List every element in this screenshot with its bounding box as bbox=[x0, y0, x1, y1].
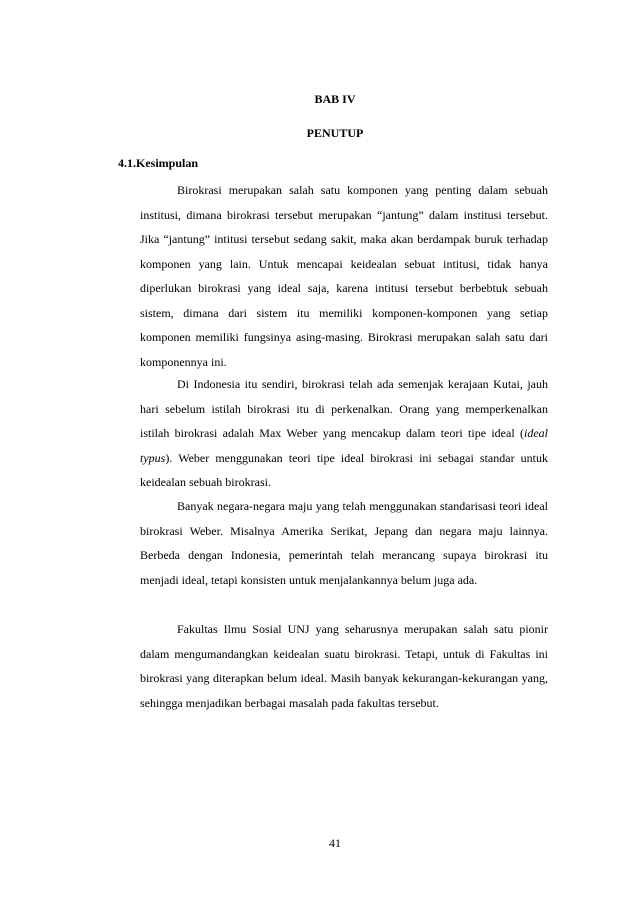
paragraph-2-italic-term: ideal typus bbox=[140, 426, 548, 465]
paragraph-2-text-before: Di Indonesia itu sendiri, birokrasi telah ada semenjak kerajaan Kutai, jauh hari sebelum istilah birokrasi itu di perkenalkan. Orang yang memperkenalkan istilah birokrasi adalah Max Weber yang mencakup dalam teori tipe ideal ( bbox=[140, 377, 548, 440]
chapter-title: PENUTUP bbox=[306, 126, 364, 140]
paragraph-1: Birokrasi merupakan salah satu komponen yang penting dalam sebuah institusi, dimana birokrasi tersebut merupakan “jantung” dalam institusi tersebut. Jika “jantung” intitusi tersebut sedang sakit, maka akan berdampak buruk terhadap komponen yang lain. Untuk mencapai keidealan sebuat intitusi, tidak hanya diperlukan birokrasi yang ideal saja, karena intitusi tersebut berbebtuk sebuah sistem, dimana dari sistem itu memiliki komponen-komponen yang setiap komponen memiliki fungsinya asing-masing. Birokrasi merupakan salah satu dari komponennya ini. bbox=[140, 183, 548, 369]
page-number: 41 bbox=[329, 836, 341, 850]
paragraph-2-text-after: ). Weber menggunakan teori tipe ideal birokrasi ini sebagai standar untuk keidealan sebuah birokrasi. bbox=[140, 450, 548, 489]
section-heading: 4.1.Kesimpulan bbox=[118, 156, 199, 170]
paragraph-2 bbox=[140, 372, 548, 495]
paragraph-4: Fakultas Ilmu Sosial UNJ yang seharusnya merupakan salah satu pionir dalam mengumandangkan keidealan suatu birokrasi. Tetapi, untuk di Fakultas ini birokrasi yang diterapkan belum ideal. Masih banyak kekurangan-kekurangan yang, sehingga menjadikan berbagai masalah pada fakultas tersebut. bbox=[140, 622, 548, 710]
paragraph-3: Banyak negara-negara maju yang telah menggunakan standarisasi teori ideal birokrasi Weber. Misalnya Amerika Serikat, Jepang dan negara maju lainnya. Berbeda dengan Indonesia, pemerintah telah merancang supaya birokrasi itu menjadi ideal, tetapi konsisten untuk menjalankannya belum juga ada. bbox=[140, 499, 548, 587]
chapter-number: BAB IV bbox=[314, 92, 356, 106]
